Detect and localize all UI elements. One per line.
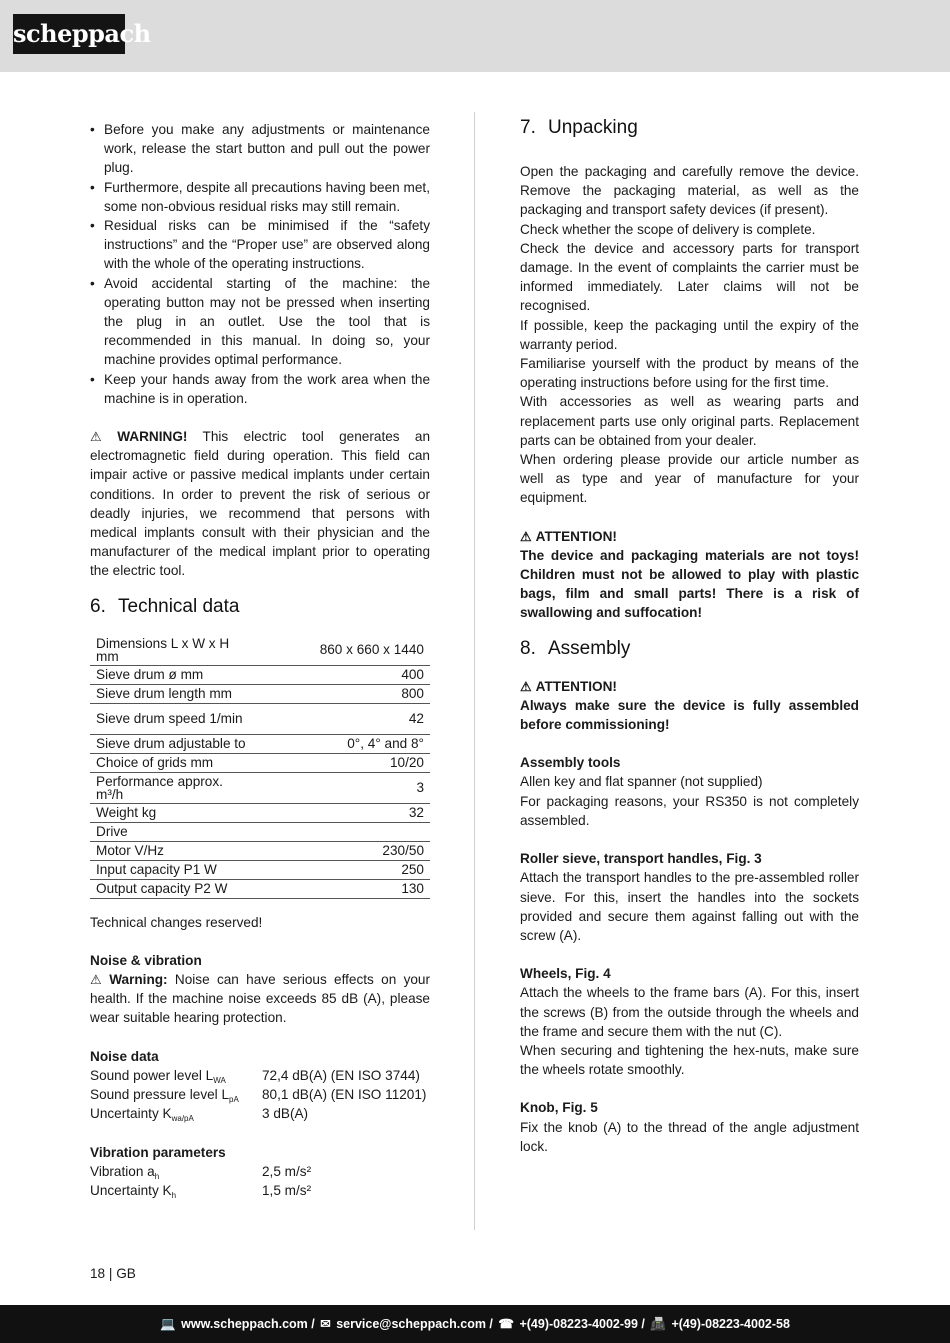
- vibration-heading: Vibration parameters: [90, 1144, 226, 1160]
- unpacking-paragraph: Familiarise yourself with the product by means of the operating instructions before using for the first time.: [520, 356, 859, 391]
- table-row: Drive: [90, 822, 430, 841]
- vibration-row: Uncertainty $K_h$ 1,5 m/s²: [90, 1182, 312, 1200]
- knob-text: Fix the knob (A) to the thread of the angle adjustment lock.: [520, 1119, 859, 1154]
- roller-sieve-text: Attach the transport handles to the pre-assembled roller sieve. For this, insert the handles into the sockets provided and secure them against falling out with the screw (A).: [520, 870, 859, 943]
- assembly-tools-text: Allen key and flat spanner (not supplied): [520, 774, 763, 790]
- noise-row: Sound pressure level $L_{pA}$ 80,1 dB(A) (EN ISO 11201): [90, 1087, 427, 1105]
- noise-warning: ⚠ Warning: Noise can have serious effects on your health. If the machine noise exceeds 85 dB (A), please wear suitable hearing protection.: [90, 972, 431, 1026]
- phone-number: +(49)-08223-4002-99 /: [519, 1317, 645, 1331]
- table-row: Sieve drum speed 1/min 42: [90, 703, 430, 734]
- vibration-row: Vibration $a_h$ 2,5 m/s²: [90, 1163, 312, 1181]
- warning-triangle-icon: ⚠: [520, 678, 532, 694]
- left-column: [90, 112, 430, 1200]
- table-row: Motor V/Hz 230/50: [90, 841, 430, 860]
- section-heading-unpacking: 7. Unpacking: [520, 117, 638, 138]
- emf-warning: [90, 427, 430, 581]
- list-item: • Keep your hands away from the work area when the machine is in operation.: [90, 371, 430, 406]
- unpacking-paragraph: When ordering please provide our article number as well as type and year of manufacture for your equipment.: [520, 452, 859, 506]
- table-row: Performance approx. m³/h 3: [90, 772, 430, 803]
- table-row: Weight kg 32: [90, 803, 430, 822]
- technical-changes-note: Technical changes reserved!: [90, 914, 263, 930]
- unpacking-paragraph: With accessories as well as wearing parts and replacement parts use only original parts. Replacement parts can be obtained from your dealer.: [520, 394, 859, 448]
- roller-sieve-heading: Roller sieve, transport handles, Fig. 3: [520, 851, 762, 867]
- noise-data-heading: Noise data: [90, 1048, 159, 1064]
- warning-triangle-icon: ⚠: [520, 528, 532, 544]
- table-row: Choice of grids mm 10/20: [90, 753, 430, 772]
- list-item: • Furthermore, despite all precautions having been met, some non-obvious residual risks may still remain.: [90, 179, 430, 214]
- technical-data-table: [90, 635, 430, 899]
- computer-icon: 💻: [160, 1317, 176, 1331]
- noise-heading: Noise & vibration: [90, 952, 202, 968]
- fax-number: +(49)-08223-4002-58: [671, 1317, 790, 1331]
- safety-bullet-list: [90, 120, 430, 408]
- wheels-heading: Wheels, Fig. 4: [520, 966, 611, 982]
- unpacking-paragraph: Check whether the scope of delivery is complete.: [520, 221, 816, 237]
- attention-text: The device and packaging materials are not toys! Children must not be allowed to play with plastic bags, film and small parts! There is a risk of swallowing and suffocation!: [520, 547, 859, 621]
- page-number: 18 | GB: [90, 1266, 136, 1281]
- page-header: [0, 0, 950, 72]
- unpacking-paragraph: If possible, keep the packaging until the expiry of the warranty period.: [520, 317, 859, 352]
- website-link[interactable]: www.scheppach.com /: [181, 1317, 315, 1331]
- table-row: Dimensions L x W x H mm 860 x 660 x 1440: [90, 635, 430, 666]
- fax-icon: 📠: [650, 1317, 666, 1331]
- section-heading-technical-data: 6. Technical data: [90, 595, 240, 617]
- wheels-text: Attach the wheels to the frame bars (A). For this, insert the screws (B) from the outside through the wheels and the frame and secure them with the nut (C).: [520, 985, 859, 1039]
- warning-text: This electric tool generates an electromagnetic field during operation. This field can impair active or passive medical implants under certain conditions. In order to prevent the risk of serious or deadly injuries, we recommend that persons with medical implants consult with their physician and the manufacturer of the medical implant prior to operating the electric tool.: [90, 429, 431, 579]
- list-item: • Avoid accidental starting of the machine: the operating button may not be pressed when inserting the plug in an outlet. Use the tool that is recommended in this manual. In doing so, your machine provides optimal performance.: [90, 275, 430, 368]
- right-column: [520, 112, 859, 1156]
- warning-label: WARNING!: [117, 429, 188, 445]
- email-link[interactable]: service@scheppach.com /: [336, 1317, 493, 1331]
- phone-icon: ☎: [498, 1317, 514, 1331]
- attention-label: ⚠ ATTENTION!: [520, 678, 617, 694]
- table-row: Input capacity P1 W 250: [90, 860, 430, 879]
- list-item: • Before you make any adjustments or maintenance work, release the start button and pull out the power plug.: [90, 122, 430, 176]
- unpacking-paragraph: Check the device and accessory parts for transport damage. In the event of complaints the carrier must be informed immediately. Later claims will not be recognised.: [520, 240, 859, 314]
- wheels-text: When securing and tightening the hex-nuts, make sure the wheels rotate smoothly.: [520, 1042, 859, 1078]
- noise-row: Uncertainty $K_{wa/pA}$ 3 dB(A): [90, 1106, 309, 1124]
- assembly-tools-heading: Assembly tools: [520, 755, 621, 771]
- assembly-tools-text: For packaging reasons, your RS350 is not completely assembled.: [520, 793, 859, 828]
- list-item: • Residual risks can be minimised if the “safety instructions” and the “Proper use” are observed along with the whole of the operating instructions.: [90, 218, 430, 272]
- table-row: Sieve drum length mm 800: [90, 684, 430, 703]
- page-footer: [0, 1305, 950, 1343]
- table-row: Sieve drum adjustable to 0°, 4° and 8°: [90, 734, 430, 753]
- warning-triangle-icon: ⚠: [90, 429, 114, 445]
- attention-label: ⚠ ATTENTION!: [520, 528, 617, 544]
- attention-text: Always make sure the device is fully assembled before commissioning!: [520, 697, 859, 733]
- noise-row: Sound power level $L_{WA}$ 72,4 dB(A) (EN ISO 3744): [90, 1067, 420, 1085]
- email-icon: ✉: [320, 1317, 331, 1331]
- knob-heading: Knob, Fig. 5: [520, 1100, 598, 1116]
- column-divider: [474, 112, 475, 1230]
- warning-triangle-icon: ⚠: [90, 972, 106, 988]
- table-row: Output capacity P2 W 130: [90, 879, 430, 898]
- table-row: Sieve drum ø mm 400: [90, 665, 430, 684]
- unpacking-paragraph: Open the packaging and carefully remove the device. Remove the packaging material, as well as the packaging and transport safety devices (if present).: [520, 164, 859, 218]
- section-heading-assembly: 8. Assembly: [520, 637, 631, 659]
- brand-logo: scheppach: [13, 14, 125, 54]
